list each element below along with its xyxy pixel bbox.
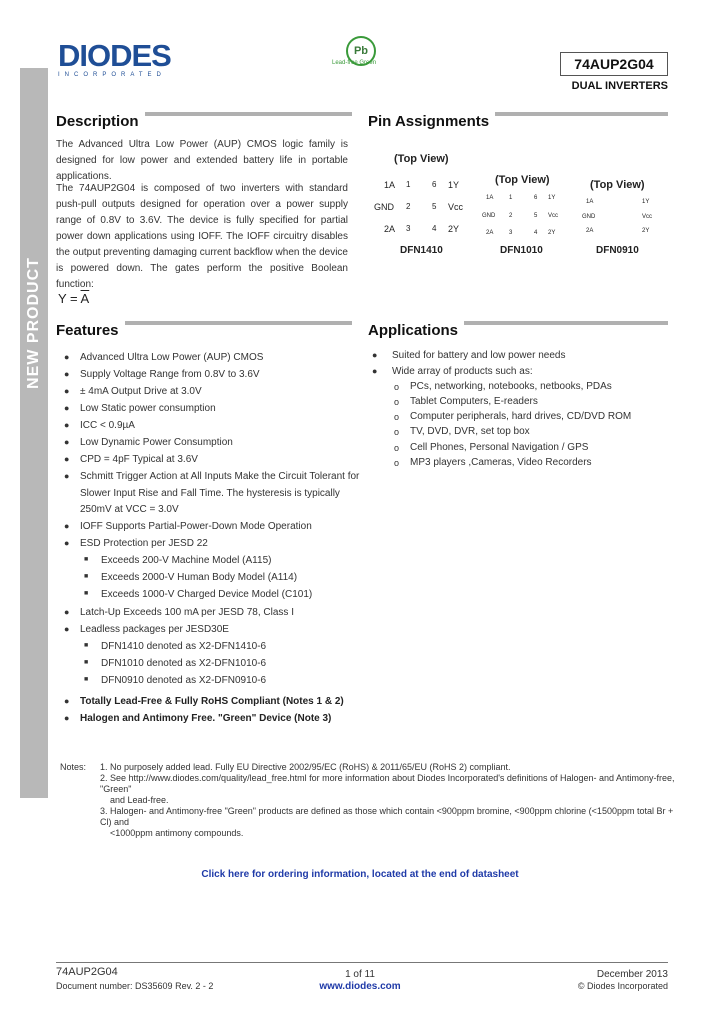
pin-label: GND [482,213,496,219]
list-item: Halogen and Antimony Free. "Green" Device (Note 3) [80,713,332,724]
pin-label: 1A [586,199,594,205]
pin-assignments-heading: Pin Assignments [368,112,495,132]
package-name: DFN1010 [500,245,543,256]
side-banner-text: NEW PRODUCT [25,257,42,389]
part-number: 74AUP2G04 [560,52,668,76]
list-item: DFN1410 denoted as X2-DFN1410-6 [101,641,267,652]
description-heading: Description [56,112,145,132]
note-3: 3. Halogen- and Antimony-free "Green" products are defined as those which contain <900ppm bromine, <900ppm chlorine (<1500ppm total Br + Cl) and [100,806,674,827]
pin-label: 1Y [642,199,650,205]
pin-number: 5 [432,202,437,211]
pin-number: 3 [509,230,513,236]
pin-number: 5 [534,213,538,219]
list-item: PCs, networking, notebooks, netbooks, PDAs [410,381,612,392]
list-item: Low Static power consumption [80,403,216,414]
pin-number: 4 [432,224,437,233]
pin-label: 1Y [548,195,556,201]
list-item: Supply Voltage Range from 0.8V to 3.6V [80,369,260,380]
pin-number: 6 [534,195,538,201]
description-para-2: The 74AUP2G04 is composed of two inverters with standard push-pull outputs designed for operation over a power supply range of 0.8V to 3.6V. The device is fully specified for partial power down applications using IOFF. The IOFF circuitry disables the output preventing damaging current backflow when the device is powered down. The gates perform the positive Boolean function: [56,183,348,290]
side-banner-bar [20,68,48,798]
pin-label: Vcc [448,202,464,212]
list-item: Leadless packages per JESD30E [80,624,229,635]
note-2-cont: and Lead-free. [110,795,169,805]
footer-copyright: © Diodes Incorporated [577,981,668,991]
top-view-label: (Top View) [590,179,645,191]
list-item: CPD = 4pF Typical at 3.6V [80,454,198,465]
pin-label: Vcc [642,214,653,220]
footer-doc-number: Document number: DS35609 Rev. 2 - 2 [56,981,214,991]
pin-label: Vcc [548,213,559,219]
pin-label: 2Y [448,224,460,234]
list-item: Exceeds 200-V Machine Model (A115) [101,555,272,566]
footer-part: 74AUP2G04 [56,966,118,978]
note-1: 1. No purposely added lead. Fully EU Directive 2002/95/EC (RoHS) & 2011/65/EU (RoHS 2) compliant. [100,762,511,772]
pin-label: 2A [586,228,594,234]
top-view-label: (Top View) [394,153,449,165]
dfn0910-diagram [582,197,653,241]
features-heading: Features [56,321,125,341]
pin-number: 6 [432,180,437,189]
equation-lhs: Y = [58,291,81,306]
list-item: 250mV at VCC = 3.0V [80,504,179,515]
list-item: ESD Protection per JESD 22 [80,538,208,549]
side-banner [20,248,48,398]
boolean-equation [58,291,89,306]
pin-label: 1A [486,195,494,201]
list-item: IOFF Supports Partial-Power-Down Mode Operation [80,521,312,532]
equation-rhs: $\overline{A}$ [80,291,90,306]
list-item: ± 4mA Output Drive at 3.0V [80,386,202,397]
pin-number: 1 [509,195,513,201]
footer-divider [56,962,668,963]
list-item: Computer peripherals, hard drives, CD/DVD ROM [410,411,632,422]
list-item: MP3 players ,Cameras, Video Recorders [410,457,592,468]
list-item: Schmitt Trigger Action at All Inputs Make the Circuit Tolerant for [80,471,360,482]
pin-label: 2Y [548,230,556,236]
pin-number: 4 [534,230,538,236]
list-item: DFN0910 denoted as X2-DFN0910-6 [101,675,267,686]
logo-subtext: INCORPORATED [58,72,166,78]
footer-page: 1 of 11 [345,969,375,980]
list-item: Exceeds 2000-V Human Body Model (A114) [101,572,298,583]
list-item: DFN1010 denoted as X2-DFN1010-6 [101,658,267,669]
notes-body [100,762,680,839]
pin-label: 1A [384,180,396,190]
list-item: Slower Input Rise and Fall Time. The hysteresis is typically [80,488,340,499]
top-view-label: (Top View) [495,174,550,186]
pin-label: GND [582,214,596,220]
ordering-info-link[interactable]: Click here for ordering information, located at the end of datasheet [201,869,519,880]
list-item: TV, DVD, DVR, set top box [410,426,530,437]
package-name: DFN1410 [400,245,443,256]
logo-text: DIODES [58,38,171,73]
list-item: Wide array of products such as: [392,366,533,377]
list-item: Cell Phones, Personal Navigation / GPS [410,442,589,453]
package-name: DFN0910 [596,245,639,256]
pin-number: 3 [406,224,411,233]
list-item: Exceeds 1000-V Charged Device Model (C101) [101,589,313,600]
list-item: Advanced Ultra Low Power (AUP) CMOS [80,352,264,363]
pin-label: 2A [486,230,494,236]
dfn1410-diagram [374,178,464,240]
applications-heading: Applications [368,321,464,341]
part-subtitle: DUAL INVERTERS [571,80,668,92]
pin-label: 2A [384,224,396,234]
list-item: Totally Lead-Free & Fully RoHS Compliant (Notes 1 & 2) [80,696,344,707]
pin-label: 1Y [448,180,460,190]
pin-number: 2 [509,213,513,219]
dfn1010-diagram [482,193,559,237]
pin-number: 1 [406,180,411,189]
list-item: ICC < 0.9µA [80,420,135,431]
notes-label: Notes: [60,762,87,772]
list-item: Suited for battery and low power needs [392,350,566,361]
pin-label: GND [374,202,394,212]
lead-free-label: Lead-free Green [332,60,377,66]
list-item: Latch-Up Exceeds 100 mA per JESD 78, Class I [80,607,294,618]
pin-number: 2 [406,202,411,211]
description-para-1: The Advanced Ultra Low Power (AUP) CMOS logic family is designed for low power and extended battery life in portable applications. [56,139,348,182]
note-2: 2. See http://www.diodes.com/quality/lead_free.html for more information about Diodes Incorporated's definitions of Halogen- and Antimony-free, "Green" [100,773,675,794]
pin-label: 2Y [642,228,650,234]
footer-date: December 2013 [596,969,668,980]
pb-mark: Pb [353,45,369,57]
footer-url[interactable]: www.diodes.com [319,981,401,992]
diodes-logo [58,40,171,78]
list-item: Tablet Computers, E-readers [410,396,538,407]
list-item: Low Dynamic Power Consumption [80,437,233,448]
note-3-cont: <1000ppm antimony compounds. [110,828,244,838]
